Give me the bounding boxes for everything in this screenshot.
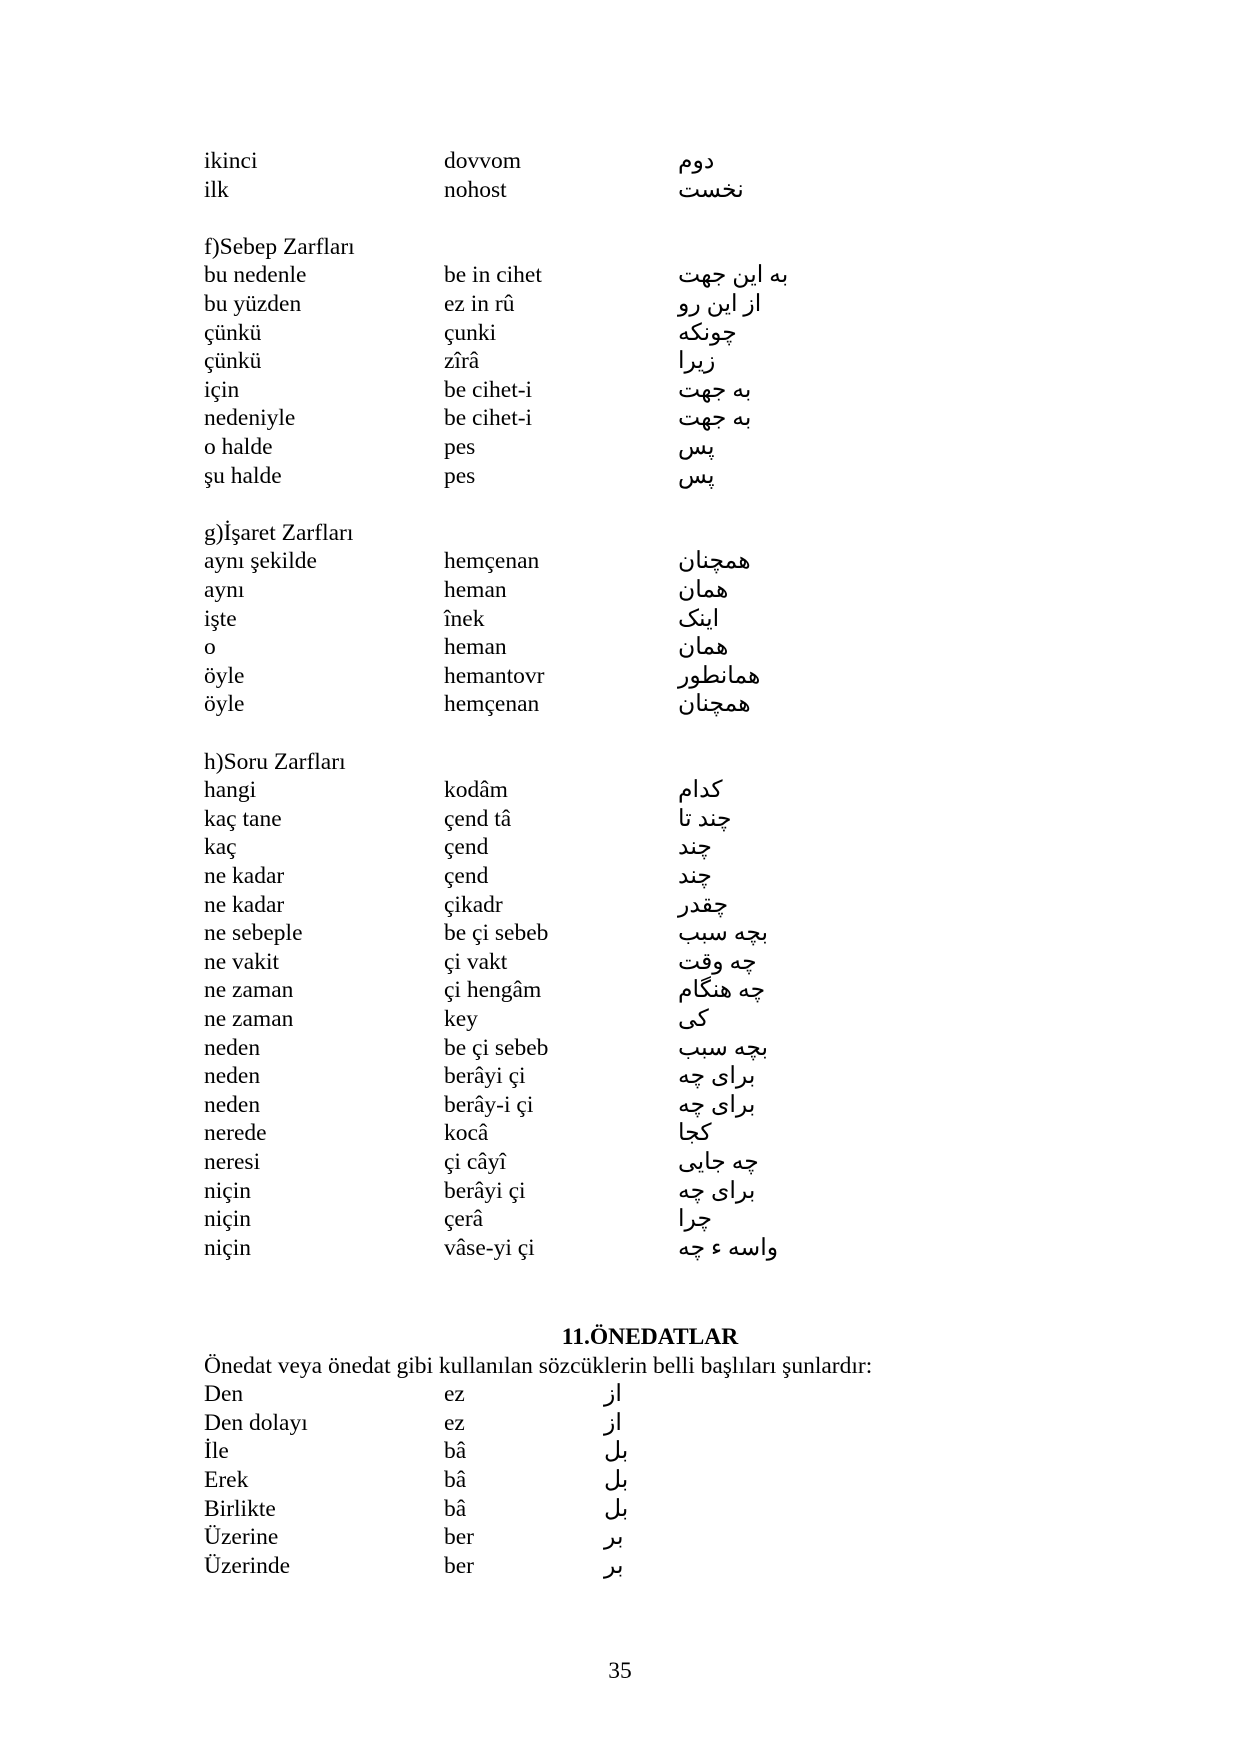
transliteration: bâ — [444, 1495, 467, 1522]
turkish-word: ne vakit — [204, 948, 280, 975]
transliteration: çend — [444, 863, 489, 889]
transliteration: çi hengâm — [444, 977, 542, 1004]
persian-word: برای چه — [678, 1177, 756, 1204]
transliteration: heman — [444, 577, 507, 603]
transliteration: dovvom — [444, 148, 522, 174]
turkish-word: kaç tane — [204, 805, 282, 832]
transliteration: vâse-yi çi — [444, 1234, 535, 1261]
persian-word: چند — [678, 834, 712, 861]
chapter-intro: Önedat veya önedat gibi kullanılan sözcüklerin belli başlıları şunlardır: — [204, 1352, 873, 1379]
page-number: 35 — [608, 1658, 632, 1684]
turkish-word: çünkü — [204, 319, 262, 346]
persian-word: کدام — [678, 777, 723, 804]
transliteration: hemantovr — [444, 662, 545, 689]
persian-word: کی — [678, 1006, 709, 1032]
transliteration: bâ — [444, 1467, 467, 1493]
section-heading: h)Soru Zarfları — [204, 748, 346, 775]
turkish-word: o halde — [204, 434, 273, 460]
transliteration: ez — [444, 1409, 465, 1436]
turkish-word: bu yüzden — [204, 291, 302, 317]
turkish-word: Üzerine — [204, 1524, 279, 1551]
persian-word: اینک — [678, 605, 720, 632]
persian-word: نخست — [678, 176, 744, 203]
transliteration: çi câyî — [444, 1149, 506, 1175]
turkish-word: ne kadar — [204, 891, 285, 918]
turkish-word: için — [204, 376, 240, 403]
transliteration: be in cihet — [444, 262, 542, 289]
transliteration: çend tâ — [444, 805, 512, 832]
transliteration: kocâ — [444, 1120, 489, 1147]
persian-word: چه وقت — [678, 948, 757, 975]
transliteration: berâyi çi — [444, 1063, 526, 1090]
persian-word: بر — [604, 1524, 624, 1551]
transliteration: hemçenan — [444, 548, 540, 575]
turkish-word: niçin — [204, 1206, 251, 1233]
persian-word: از این رو — [678, 291, 762, 317]
turkish-word: nedeniyle — [204, 405, 296, 432]
persian-word: به جهت — [678, 376, 752, 403]
transliteration: berâyi çi — [444, 1177, 526, 1204]
persian-word: پس — [678, 462, 715, 489]
transliteration: çerâ — [444, 1206, 484, 1233]
persian-word: واسه ء چه — [678, 1234, 779, 1261]
turkish-word: Üzerinde — [204, 1552, 291, 1579]
turkish-word: öyle — [204, 662, 245, 689]
turkish-word: İle — [204, 1438, 229, 1465]
turkish-word: şu halde — [204, 462, 282, 489]
transliteration: çikadr — [444, 891, 503, 918]
turkish-word: işte — [204, 605, 237, 632]
turkish-word: çünkü — [204, 348, 262, 375]
persian-word: بل — [604, 1438, 629, 1465]
turkish-word: aynı — [204, 577, 245, 603]
persian-word: همانطور — [678, 662, 761, 689]
transliteration: ber — [444, 1524, 475, 1551]
persian-word: چه هنگام — [678, 977, 766, 1004]
persian-word: بچه سبب — [678, 1034, 769, 1061]
turkish-word: neden — [204, 1034, 261, 1061]
persian-word: برای چه — [678, 1063, 756, 1090]
persian-word: از — [604, 1409, 622, 1436]
transliteration: înek — [444, 605, 485, 632]
turkish-word: neden — [204, 1091, 261, 1118]
turkish-word: aynı şekilde — [204, 548, 317, 575]
transliteration: key — [444, 1006, 478, 1032]
persian-word: همچنان — [678, 691, 751, 718]
turkish-word: ne zaman — [204, 1006, 294, 1032]
transliteration: be çi sebeb — [444, 1034, 549, 1061]
transliteration: kodâm — [444, 777, 508, 804]
persian-word: دوم — [678, 148, 715, 174]
turkish-word: ne sebeple — [204, 920, 303, 947]
persian-word: زیرا — [678, 348, 716, 375]
transliteration: be cihet-i — [444, 376, 533, 403]
persian-word: بچه سبب — [678, 920, 769, 947]
turkish-word: niçin — [204, 1177, 251, 1204]
turkish-word: öyle — [204, 691, 245, 718]
turkish-word: o — [204, 634, 216, 661]
transliteration: berây-i çi — [444, 1091, 534, 1118]
persian-word: چرا — [678, 1206, 713, 1233]
section-heading: g)İşaret Zarfları — [204, 519, 354, 546]
turkish-word: bu nedenle — [204, 262, 307, 289]
persian-word: چونکه — [678, 319, 737, 346]
transliteration: çunki — [444, 319, 497, 346]
transliteration: ez — [444, 1381, 465, 1408]
transliteration: pes — [444, 462, 476, 489]
persian-word: بل — [604, 1467, 629, 1493]
transliteration: be çi sebeb — [444, 920, 549, 947]
turkish-word: ne zaman — [204, 977, 294, 1004]
persian-word: کجا — [678, 1120, 712, 1147]
turkish-word: neden — [204, 1063, 261, 1090]
turkish-word: hangi — [204, 777, 257, 804]
transliteration: hemçenan — [444, 691, 540, 718]
turkish-word: niçin — [204, 1234, 251, 1261]
section-heading: f)Sebep Zarfları — [204, 233, 355, 260]
turkish-word: Erek — [204, 1467, 249, 1493]
persian-word: همان — [678, 634, 729, 661]
transliteration: ez in rû — [444, 291, 515, 317]
turkish-word: ilk — [204, 176, 229, 203]
turkish-word: Birlikte — [204, 1495, 276, 1522]
persian-word: برای چه — [678, 1091, 756, 1118]
transliteration: heman — [444, 634, 507, 661]
transliteration: pes — [444, 434, 476, 460]
persian-word: پس — [678, 434, 715, 460]
turkish-word: Den — [204, 1381, 244, 1408]
persian-word: چند — [678, 863, 712, 889]
transliteration: zîrâ — [444, 348, 480, 375]
transliteration: be cihet-i — [444, 405, 533, 432]
persian-word: همان — [678, 577, 729, 603]
turkish-word: kaç — [204, 834, 237, 861]
transliteration: ber — [444, 1552, 475, 1579]
transliteration: nohost — [444, 176, 507, 203]
persian-word: همچنان — [678, 548, 751, 575]
persian-word: چند تا — [678, 805, 732, 832]
persian-word: به این جهت — [678, 262, 789, 289]
turkish-word: neresi — [204, 1149, 261, 1175]
persian-word: به جهت — [678, 405, 752, 432]
persian-word: از — [604, 1381, 622, 1408]
turkish-word: nerede — [204, 1120, 267, 1147]
transliteration: çend — [444, 834, 489, 861]
turkish-word: ne kadar — [204, 863, 285, 889]
transliteration: bâ — [444, 1438, 467, 1465]
turkish-word: Den dolayı — [204, 1409, 308, 1436]
persian-word: بر — [604, 1552, 624, 1579]
persian-word: چقدر — [678, 891, 729, 918]
chapter-title: 11.ÖNEDATLAR — [561, 1324, 739, 1350]
persian-word: چه جایی — [678, 1149, 759, 1175]
turkish-word: ikinci — [204, 148, 258, 174]
persian-word: بل — [604, 1495, 629, 1522]
transliteration: çi vakt — [444, 948, 508, 975]
